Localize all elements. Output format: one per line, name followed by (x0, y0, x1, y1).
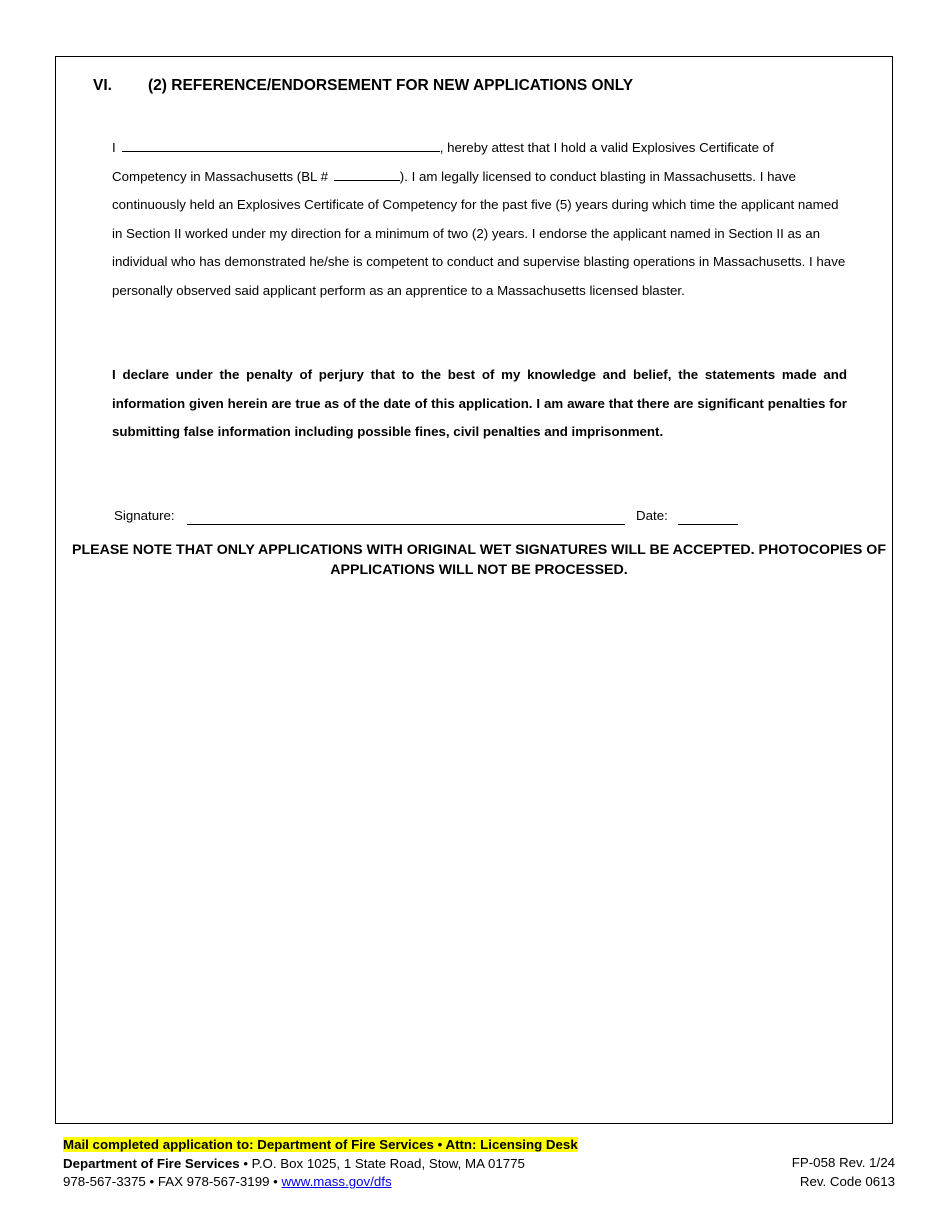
section-title: (2) REFERENCE/ENDORSEMENT FOR NEW APPLICATIONS ONLY (148, 77, 634, 94)
dept-name: Department of Fire Services (63, 1155, 240, 1171)
date-label: Date: (636, 508, 668, 523)
signature-label: Signature: (114, 508, 175, 523)
section-number: VI. (93, 77, 112, 94)
perjury-declaration: I declare under the penalty of perjury that to the best of my knowledge and belief, the statements made and information given herein are true as of the date of this application. I am aware that there are significant penalties for submitting false information including possible fines, civil penalties and imprisonment. (112, 367, 847, 440)
attestation-prefix: I (112, 140, 116, 155)
attestation-paragraph (112, 134, 847, 306)
phone-fax: 978-567-3375 • FAX 978-567-3199 • (63, 1174, 282, 1189)
date-field[interactable] (678, 524, 738, 525)
referee-name-field[interactable] (122, 137, 440, 152)
section-heading (93, 77, 633, 95)
wet-signature-notice: PLEASE NOTE THAT ONLY APPLICATIONS WITH ORIGINAL WET SIGNATURES WILL BE ACCEPTED. PHOTOCOPIES OF APPLICATIONS WILL NOT BE PROCESSED. (72, 542, 886, 578)
attestation-text-1: , hereby attest that I hold a valid Explosives Certificate of Competency in Massachusetts (BL # (112, 140, 774, 184)
attestation-text-2: ). I am legally licensed to conduct blasting in Massachusetts. I have continuously held an Explosives Certificate of Competency for the past five (5) years during which time the applicant named in Section II worked under my direction for a minimum of two (2) years. I endorse the applicant named in Section II as an individual who has demonstrated he/she is competent to conduct and supervise blasting operations in Massachusetts. I have personally observed said applicant perform as an apprentice to a Massachusetts licensed blaster. (112, 168, 846, 298)
rev-code: Rev. Code 0613 (799, 1173, 895, 1189)
bl-number-field[interactable] (334, 166, 400, 181)
form-id: FP-058 Rev. 1/24 (791, 1155, 895, 1170)
form-identifier (792, 1154, 895, 1191)
signature-field[interactable] (187, 524, 625, 525)
website-link[interactable]: www.mass.gov/dfs (281, 1174, 392, 1189)
mail-instructions: Mail completed application to: Department of Fire Services • Attn: Licensing Desk (63, 1137, 578, 1152)
footer-contact (63, 1136, 578, 1192)
dept-address: • P.O. Box 1025, 1 State Road, Stow, MA 01775 (239, 1155, 525, 1171)
